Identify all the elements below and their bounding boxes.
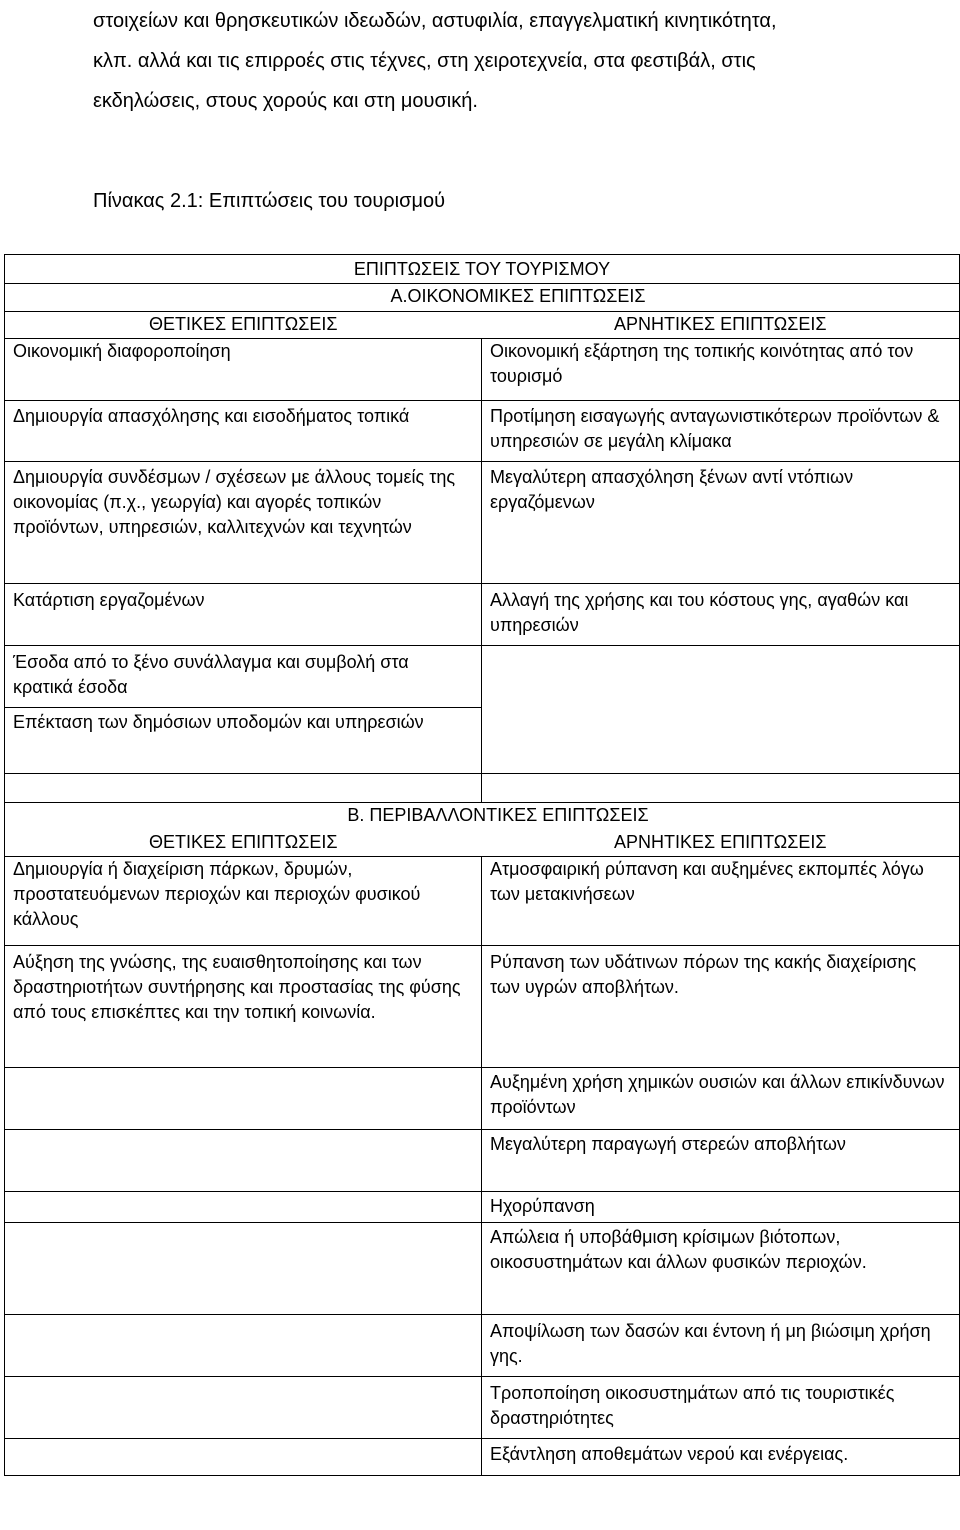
table-cell: Οικονομική εξάρτηση της τοπικής κοινότητας από τον τουρισμό <box>482 339 960 401</box>
table-cell: Κατάρτιση εργαζομένων <box>5 584 482 646</box>
table-cell: Μεγαλύτερη παραγωγή στερεών αποβλήτων <box>482 1130 960 1192</box>
table-cell: Τροποποίηση οικοσυστημάτων από τις τουριστικές δραστηριότητες <box>482 1377 960 1439</box>
environmental-heading: Β. ΠΕΡΙΒΑΛΛΟΝΤΙΚΕΣ ΕΠΙΠΤΩΣΕΙΣ <box>5 803 960 830</box>
table-cell <box>5 1439 482 1476</box>
table-cell <box>5 774 482 803</box>
impacts-table <box>4 254 960 1476</box>
table-title: ΕΠΙΠΤΩΣΕΙΣ ΤΟΥ ΤΟΥΡΙΣΜΟΥ <box>5 255 960 284</box>
table-cell <box>5 1223 482 1315</box>
table-cell: Ηχορύπανση <box>482 1192 960 1223</box>
table-cell: Απώλεια ή υποβάθμιση κρίσιμων βιότοπων, οικοσυστημάτων και άλλων φυσικών περιοχών. <box>482 1223 960 1315</box>
table-cell <box>482 774 960 803</box>
table-cell: Δημιουργία απασχόλησης και εισοδήματος τοπικά <box>5 401 482 462</box>
table-cell: Εξάντληση αποθεμάτων νερού και ενέργειας. <box>482 1439 960 1476</box>
table-cell: Ρύπανση των υδάτινων πόρων της κακής διαχείρισης των υγρών αποβλήτων. <box>482 946 960 1068</box>
economic-positive-header: ΘΕΤΙΚΕΣ ΕΠΙΠΤΩΣΕΙΣ <box>5 312 482 339</box>
environmental-positive-header: ΘΕΤΙΚΕΣ ΕΠΙΠΤΩΣΕΙΣ <box>5 830 482 857</box>
table-cell: Έσοδα από το ξένο συνάλλαγμα και συμβολή στα κρατικά έσοδα <box>5 646 482 708</box>
table-cell: Αύξηση της γνώσης, της ευαισθητοποίησης και των δραστηριοτήτων συντήρησης και προστασίας της φύσης από τους επισκέπτες και την τοπική κοινωνία. <box>5 946 482 1068</box>
intro-line: στοιχείων και θρησκευτικών ιδεωδών, αστυφιλία, επαγγελματική κινητικότητα, <box>93 10 777 32</box>
intro-line: κλπ. αλλά και τις επιρροές στις τέχνες, στη χειροτεχνεία, στα φεστιβάλ, στις <box>93 50 756 72</box>
table-cell: Οικονομική διαφοροποίηση <box>5 339 482 401</box>
table-cell <box>5 1192 482 1223</box>
intro-paragraph <box>93 1 943 121</box>
table-cell <box>482 708 960 774</box>
table-caption: Πίνακας 2.1: Επιπτώσεις του τουρισμού <box>93 190 446 212</box>
table-cell: Αυξημένη χρήση χημικών ουσιών και άλλων επικίνδυνων προϊόντων <box>482 1068 960 1130</box>
table-cell <box>5 1130 482 1192</box>
table-cell <box>5 1377 482 1439</box>
environmental-negative-header: ΑΡΝΗΤΙΚΕΣ ΕΠΙΠΤΩΣΕΙΣ <box>482 830 960 857</box>
table-cell: Αλλαγή της χρήσης και του κόστους γης, αγαθών και υπηρεσιών <box>482 584 960 646</box>
table-cell: Επέκταση των δημόσιων υποδομών και υπηρεσιών <box>5 708 482 774</box>
table-cell: Δημιουργία συνδέσμων / σχέσεων με άλλους τομείς της οικονομίας (π.χ., γεωργία) και αγορές τοπικών προϊόντων, υπηρεσιών, καλλιτεχνών και τεχνητών <box>5 462 482 584</box>
table-cell: Προτίμηση εισαγωγής ανταγωνιστικότερων προϊόντων & υπηρεσιών σε μεγάλη κλίμακα <box>482 401 960 462</box>
table-cell <box>5 1315 482 1377</box>
table-cell <box>482 646 960 708</box>
economic-heading: Α.ΟΙΚΟΝΟΜΙΚΕΣ ΕΠΙΠΤΩΣΕΙΣ <box>5 284 960 312</box>
table-cell <box>5 1068 482 1130</box>
table-cell: Ατμοσφαιρική ρύπανση και αυξημένες εκπομπές λόγω των μετακινήσεων <box>482 857 960 946</box>
table-cell: Αποψίλωση των δασών και έντονη ή μη βιώσιμη χρήση γης. <box>482 1315 960 1377</box>
economic-negative-header: ΑΡΝΗΤΙΚΕΣ ΕΠΙΠΤΩΣΕΙΣ <box>482 312 960 339</box>
table-cell: Μεγαλύτερη απασχόληση ξένων αντί ντόπιων εργαζόμενων <box>482 462 960 584</box>
table-cell: Δημιουργία ή διαχείριση πάρκων, δρυμών, προστατευόμενων περιοχών και περιοχών φυσικού κάλλους <box>5 857 482 946</box>
intro-line: εκδηλώσεις, στους χορούς και στη μουσική. <box>93 90 478 112</box>
